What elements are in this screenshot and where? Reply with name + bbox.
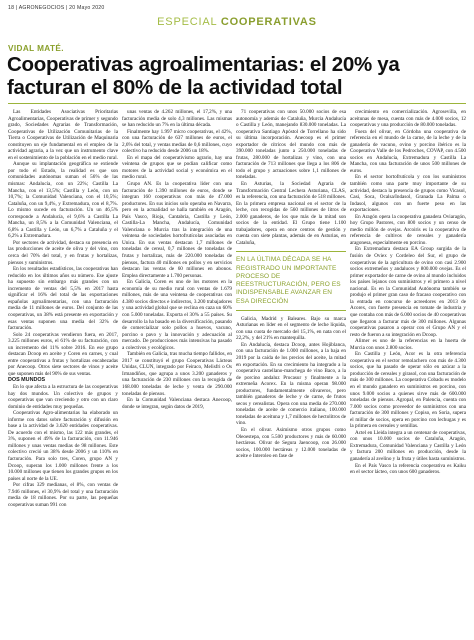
section-title: [0, 16, 474, 28]
page-header: [0, 0, 474, 34]
paragraph: En los resultados estadísticos, las cooperativas han reducido en los últimos años su número. Ese ajuste ha supuesto sin embargo más grandes con un incremento de ventas del 5,5% en 2017 hasta significar el 16% del total de las exportaciones españolas agroalimentarias, con una facturación media de 11 millones de euros. Del conjunto de las cooperativas, un 38% está presente en exportación y esas ventas suponen una media del 32% de facturación.: [8, 266, 118, 332]
paragraph: Fuera del olivar, en Córdoba una cooperativa de referencia en el mundo de la carne, de la leche y de la ganadería de vacuno, ovino y porcino ibérico es la Cooperativa Valle de los Pedroches, COVAP, con 4.500 socios en Andalucía, Extremadura y Castilla La Mancha, con una facturación de unos 500 millones de euros.: [350, 128, 466, 174]
subheading-dos-mundos: DOS MUNDOS: [8, 377, 46, 384]
paragraph: Por sectores de actividad, destaca su presencia en las producciones de aceite de oliva y del vino, con cerca del 70% del total, y en frutas y hortalizas, piensos y suministros.: [8, 239, 118, 266]
article-headline: Cooperativas agroalimentarias: el 20% ya facturan el 80% de la actividad total: [7, 53, 400, 99]
paragraph: En el olivar. Asimismo otros grupos como Oleoestepa, con 5.500 productores y más de 60.000 hectáreas. Olivar de Segura Jaencoop, con 26.000 socios, 100.000 hectáreas y 12.000 toneladas de aceite e Interoleo en fase de: [236, 427, 346, 460]
paragraph: En Galicia, Coren es uno de los motores en la economía de su medio rural con ventas de 1.679 millones, más de una veintena de cooperativas con 4.380 socios directos e indirectos, 3.200 trabajadores y una actividad global que se reclina en caza un 60% con 5.000 toneladas. Exporta el 30% a 55 países. Su desarrollo la ha basado en la diversificación, pasando de comercializar solo pollos a huevos, vacuno, porcino o pavo y la innovación y adecuación al mercado. De producciones más intensivas ha pasado a colectivos y ecológicos.: [122, 279, 232, 351]
column-2: [122, 109, 232, 634]
section-title-cooperativas: COOPERATIVAS: [220, 16, 317, 28]
column-1-body-b: [8, 384, 118, 508]
column-3: [236, 109, 346, 634]
column-2-body: [122, 109, 232, 410]
paragraph: crecimiento en comercialización. Agrosevilla, en aceitunas de mesa, cuenta con más de 4.000 socios, 12 cooperativas y una producción de 80.000 toneladas.: [350, 109, 466, 129]
paragraph: Finalmente hay 1.997 micro cooperativas, el 42%, con una facturación de 637 millones de euros, el 2,6% del total, y ventas medias de 0,6 millones, cuyo colectivo ha reducido desde 2006 un 18%.: [122, 128, 232, 155]
section-title-especial: ESPECIAL: [157, 16, 217, 28]
pull-quote: EN LA ÚLTIMA DÉCADA SE HA REGISTRADO UN IMPORTANTE PROCESO DE REESTRUCTURACIÓN, PERO ES INDISPENSABLE AVANZAR EN ESA DIRECCIÓN: [236, 251, 346, 310]
paragraph: En la Comunidad Valenciana destaca Anecoop, donde se integran, según datos de 2019,: [122, 397, 232, 410]
paragraph: Galicia, Madrid y Baleares. Bajo su marca Asturianas en líder en el segmento de leche líquida, con una cuota de mercado del 15,1%, en nata con el 22,2%, y del 21% en mantequilla.: [236, 315, 346, 342]
paragraph: 71 cooperativas con unos 50.000 socios de esa autonomía y además de Cataluña, Murcia Andalucía o Castilla y León, manejando 830.000 toneladas. La cooperativa Santiago Apóstol de Torrellano ha sido su última incorporación. Anecoop es el primer exportador de cítricos del mundo con más de 390.000 toneladas junto a 250.000 toneladas de frutas, 280.000 de hortalizas y vino, con una facturación de 713 millones que llega a los 806 de todo el grupo y actuaciones sobre 1,1 millones de toneladas.: [236, 109, 346, 181]
column-4-body: [350, 109, 466, 476]
paragraph: En Aragón opera la cooperativa ganadera Oviaragón, hoy Grupo Pastores, con 800 socios y un censo de medio millón de ovejas. Arcoiris es la cooperativa de referencia de cultivos de cereales y ganadería aragonesa, especialmente en porcino.: [350, 213, 466, 246]
paragraph: En Castilla y León, Acor es la otra referencia cooperativa en el sector remolachero con más de 4.300 socios, que ha pasado de operar sólo en azúcar a la producción de cereales y girasol, con una facturación de más de 300 millones. La cooperativa Cobadu es modelo en el mundo ganadero en suministros en porcino, con unos 9.000 socios a quienes sirve más de 600.000 toneladas de piensos. Agropal, en Palencia, cuenta con 7.000 socios como proveedor de suministros con una facturación de 300 millones y Copiso, en Soria, supera el millar de socios, opera en porcino con lechugas y es la primera en cereales y semillas.: [350, 351, 466, 430]
paragraph: En lo que afecta a la estructura de las cooperativas hay dos mundos. Un colectivo de grupos y cooperativas que van creciendo y otro con un claro dominio de entidades muy pequeñas.: [8, 383, 118, 410]
paragraph: En Andalucía, destaca Dcoop, antes Hojiblanca, con una facturación de 1.000 millones, a la baja en 2019 por la caída de los precios del aceite, la mitad en exportación. En su crecimiento ha integrado a la cooperativa castellano-manchega de vino Baco, a la de porcino andaluz Procasur y finalmente a la extremeña Acorex. En la misma operan 98.000 productores, fundamentalmente olivareros, pero también ganaderos de leche y de carne, de frutos secos y cerealistas. Opera con una media de 270.000 toneladas de aceite de comercio italiano, 100.000 toneladas de aceituna y 1,7 millones de hectolitros de vino.: [236, 341, 346, 427]
author-byline: VIDAL MATÉ.: [8, 44, 64, 53]
column-4: [350, 109, 466, 634]
paragraph: En el sector hortofrutícola y con los suministros también como una parte muy importante de su actividad, destaca la presencia de grupos como Vicasol, Casi, Soca, Ocalsa/Indasol, Granada La Palma o Indasol, algunos con un fuerte peso en las exportaciones.: [350, 174, 466, 214]
paragraph: Actel en Lleida integra a un centenar de cooperativas, con unos 10.000 socios de Cataluña, Aragón, Extremadura, Comunidad Valenciana y Castilla y León y factura 200 millones en producción, desde la ganadería al avelino y la fruta y útiles hasta suministros.: [350, 429, 466, 462]
paragraph: Grupo AN. Es la cooperativa líder con una facturación de 1.390 millones de euros, donde se integran 160 cooperativas con más de 47.000 productores. En sus inicios solo operaba en Navarra, pero en la actualidad se halla también en Aragón, País Vasco, Rioja, Cantabria, Castilla y León, Castilla-La Mancha, Andalucía, Comunidad Valenciana o Murcia tras la integración de una veintena de sociedades hortofrutícolas asociadas en Unica. En sus ventas destacan 1,7 millones de toneladas de cereal, 0,7 millones de toneladas de frutas y hortalizas, más de 220.000 toneladas de piensos, factura 40 millones en pollos y en servicios destacan las ventas de 60 millones en abonos. Emplea directamente a 1.700 personas.: [122, 181, 232, 279]
column-1: [8, 109, 118, 634]
paragraph: Aunque su implantación geográfica se extiende por todo el Estado, la realidad es que son comunidades autónomas suman el 56% de las mismas: Andalucía, con un 22%; Castilla La Mancha, con el 13,5%; Castilla y León, con un 10,7%; la Comunidad Valenciana, con el 10,5%; Cataluña, con un 9,4%, y Extremadura, con el 8,7%. Lo mismo sucede en facturación. Un un 46,5% corresponde a Andalucía, el 9,6% a Castilla La Mancha, un 8,5% a la Comunidad Valenciana, el 6,8% a Castilla y León, un 6,7% a Cataluña y el 6,2% a Extremadura.: [8, 161, 118, 240]
page-info: 18 | AGRONEGOCIOS | 20 Mayo 2020: [8, 5, 105, 11]
paragraph: En Asturias, la Sociedad Agraria de Transformación Central Lechera Asturiana, CLAS, es la referencia, con una facturación de 518 millones. En la primera empresa nacional en el sector de la leche, con recogidas de 560 millones de litros de 2.000 ganaderos, de los que más de la mitad son socios de la entidad. El Grupo tiene 1.100 trabajadores, opera en once centros de gestión y cuenta con siete plantas, además de en Asturias, en Cataluña,: [236, 181, 346, 246]
paragraph: Por cifras 329 medianas, el 8%, con ventas de 7.946 millones, el 30,9% del total y una facturación media de 18 millones. Por su parte, las pequeñas cooperativas suman 991 con: [8, 482, 118, 508]
paragraph: En el País Vasco la referencia cooperativa es Kaiku en el sector lácteo, con unos 600 ganaderos.: [350, 462, 466, 476]
paragraph: En el mapa del cooperativismo agrario, hay una veintena de grupos que se podían calificar como motores de la actividad social y económica en el medio rural.: [122, 154, 232, 181]
paragraph: Alimer es uno de la referencias en la huerta de Murcia con unos 2.800 socios.: [350, 338, 466, 351]
column-1-body: [8, 109, 118, 377]
column-3-body: [236, 109, 346, 246]
paragraph: unas ventas de 4.262 millones, el 17,2%, y una facturación media de solo 4,3 millones. Las mismas se han reducido un 7% en la última década.: [122, 109, 232, 129]
paragraph: Las Entidades Asociativas Prioritarias Agroalimentarias, Cooperativas de primer y segundo grado, Sociedades Agrarias de Transformación, Cooperativas de Utilización Comunitarias de la Tierra o Cooperativas de Utilización de Maquinaria constituyen un eje fundamental en el empleo de la actividad agraria, a la vez que un instrumento clave en el sostenimiento de la población en el medio rural.: [8, 109, 118, 161]
paragraph: En Extremadura destaca EA Group surgida de la fusión de Oviex y Cordeleo del Sur, el grupo de cooperativas de la agricultura de ovino con casi 2.900 socios extremeños y andaluces y 800.000 ovejas. Es el primer exportador de carne de ovino al mundo incluidos los países lejanos con suministros y el primero a nivel nacional. Es en la Comunidad Autónoma también se produjo el primer gran caso de fracaso cooperativo con la entrada en concurso de acreedores en 2013 de Acorex, con fuerte presencia en tomate de industria y que contaba con más de 6.000 socios de 40 cooperativas que llegaron a facturar más de 300 millones. Algunas cooperativas pasaron a operar con el Grupo AN y el resto de fueron a su integración en Dcoop.: [350, 246, 466, 338]
paragraph: También en Galicia, tras mucha tiempo fallidos, en 2017 se constituyó el grupo Cooperativas Lácteas Unidas, CLUN, integrado por Feiraco, Melisfri o Os Irmandiños, que agrupa a unos 3.200 ganaderos y una facturación de 230 millones con la recogida de 168.000 toneladas de leche y venta de 290.000 toneladas de piensos.: [122, 351, 232, 397]
column-3-body-b: [236, 316, 346, 460]
paragraph: Solo 24 cooperativas vendieron fuera, en 2017, 3.225 millones euros, el 61% de su facturación, con un incremento del 11% sobre 2016. En ese grupo destacan Dcoop en aceite y Coren en carnes, y cual entre cooperativas a frutas y hortalizas encabezadas por Anecoop. Otros siete sectores de vinos y aceite que suponen más del 90% de sus ventas.: [8, 331, 118, 377]
headline-divider: [8, 103, 466, 104]
paragraph: Cooperativas Agro-alimentarias ha elaborado un informe con datos sobre facturación y difusión en base a la actividad de 3.620 entidades cooperativas. De acuerdo con el mismo, las 122 más grandes, el 3%, suponen el 49% de la facturación, con 11.946 millones y unas ventas medias de 98 millones. Este colectivo creció un 38% desde 2006 y un 110% en facturación. Para solo tres, Coren, grupo AN y Dcoop, superan los 1.000 millones frente a los 10.000 millones que tienen los grandes grupos en los países al norte de la UE.: [8, 410, 118, 482]
